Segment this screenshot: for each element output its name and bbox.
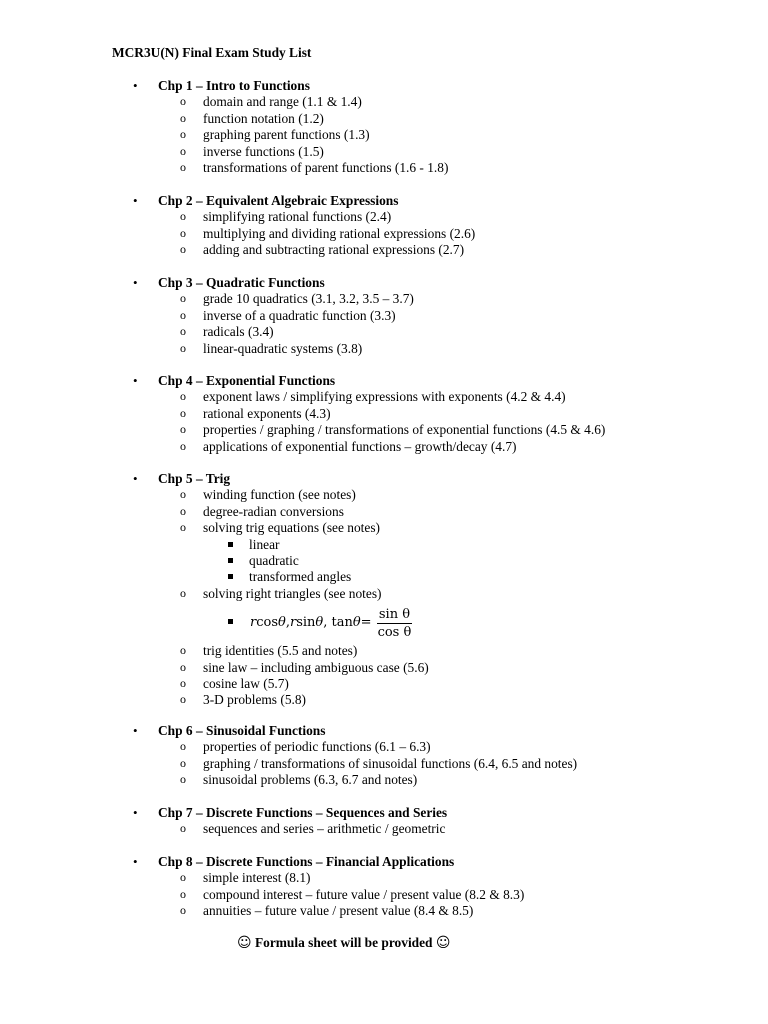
topic-item [0, 887, 768, 903]
topic-item [0, 439, 768, 455]
topic-text: degree-radian conversions [203, 503, 344, 519]
topic-text: compound interest – future value / present value (8.2 & 8.3) [203, 886, 525, 902]
circle-marker-icon: o [180, 585, 186, 600]
subtopic-item [0, 569, 768, 585]
chapter-heading [0, 193, 768, 209]
topic-item [0, 660, 768, 676]
circle-marker-icon: o [180, 159, 186, 174]
topic-text: transformations of parent functions (1.6 - 1.8) [203, 159, 449, 175]
topic-text: winding function (see notes) [203, 487, 356, 503]
circle-marker-icon: o [180, 422, 186, 437]
square-bullet-icon [228, 619, 233, 624]
circle-marker-icon: o [180, 692, 186, 707]
topic-text: inverse functions (1.5) [203, 143, 324, 159]
tan-fraction [376, 607, 414, 640]
topic-text: simple interest (8.1) [203, 870, 311, 886]
subtopic-item [0, 553, 768, 569]
circle-marker-icon: o [180, 209, 186, 224]
topic-text: properties / graphing / transformations of exponential functions (4.5 & 4.6) [203, 422, 606, 438]
topic-item [0, 756, 768, 772]
topic-text: linear-quadratic systems (3.8) [203, 340, 363, 356]
topic-item [0, 821, 768, 837]
chapter-title: Chp 7 – Discrete Functions – Sequences and Series [158, 805, 448, 820]
topic-item [0, 504, 768, 520]
chapter-title: Chp 3 – Quadratic Functions [158, 275, 325, 290]
circle-marker-icon: o [180, 405, 186, 420]
topic-item [0, 94, 768, 110]
circle-marker-icon: o [180, 389, 186, 404]
bullet-icon: • [133, 723, 138, 738]
trig-formula-item [0, 602, 768, 643]
chapter-title: Chp 8 – Discrete Functions – Financial Applications [158, 854, 455, 869]
topic-item [0, 242, 768, 258]
topic-text: inverse of a quadratic function (3.3) [203, 307, 396, 323]
subtopic-item [0, 537, 768, 553]
subtopic-text: quadratic [249, 552, 299, 568]
circle-marker-icon: o [180, 772, 186, 787]
chapter-8 [0, 854, 768, 920]
topic-item [0, 308, 768, 324]
chapter-4 [0, 373, 768, 455]
topic-text: function notation (1.2) [203, 110, 324, 126]
chapter-heading [0, 805, 768, 821]
chapter-heading [0, 275, 768, 291]
chapter-heading [0, 854, 768, 870]
chapter-title: Chp 5 – Trig [158, 471, 231, 486]
formula-equals: = [360, 614, 372, 630]
formula-theta: θ [352, 614, 361, 630]
bullet-icon: • [133, 373, 138, 388]
topic-item [0, 870, 768, 886]
topic-item [0, 586, 768, 602]
fraction-denominator: cos θ [377, 624, 412, 640]
topic-text: grade 10 quadratics (3.1, 3.2, 3.5 – 3.7) [203, 291, 414, 307]
chapter-heading [0, 373, 768, 389]
topic-item [0, 692, 768, 708]
topic-item [0, 324, 768, 340]
circle-marker-icon: o [180, 438, 186, 453]
topic-item [0, 422, 768, 438]
topic-item [0, 341, 768, 357]
topic-text: rational exponents (4.3) [203, 405, 331, 421]
chapter-title: Chp 4 – Exponential Functions [158, 373, 336, 388]
circle-marker-icon: o [180, 821, 186, 836]
bullet-icon: • [133, 193, 138, 208]
chapter-heading [0, 78, 768, 94]
topic-text: graphing / transformations of sinusoidal functions (6.4, 6.5 and notes) [203, 755, 578, 771]
square-bullet-icon [228, 542, 233, 547]
chapter-5 [0, 471, 768, 709]
topic-text: multiplying and dividing rational expressions (2.6) [203, 225, 476, 241]
formula-sheet-note [237, 935, 450, 951]
topic-text: adding and subtracting rational expressions (2.7) [203, 242, 465, 258]
circle-marker-icon: o [180, 340, 186, 355]
chapter-title: Chp 6 – Sinusoidal Functions [158, 723, 326, 738]
circle-marker-icon: o [180, 886, 186, 901]
circle-marker-icon: o [180, 755, 186, 770]
topic-item [0, 111, 768, 127]
circle-marker-icon: o [180, 307, 186, 322]
chapter-2 [0, 193, 768, 259]
topic-item [0, 903, 768, 919]
topic-text: sine law – including ambiguous case (5.6) [203, 659, 429, 675]
circle-marker-icon: o [180, 242, 186, 257]
fraction-numerator: sin θ [378, 606, 411, 622]
bullet-icon: • [133, 805, 138, 820]
circle-marker-icon: o [180, 520, 186, 535]
smiley-icon: ☺ [237, 935, 252, 951]
bullet-icon: • [133, 471, 138, 486]
topic-item [0, 389, 768, 405]
circle-marker-icon: o [180, 127, 186, 142]
chapter-3 [0, 275, 768, 357]
topic-text: solving trig equations (see notes) [203, 520, 381, 536]
circle-marker-icon: o [180, 487, 186, 502]
topic-text: sequences and series – arithmetic / geometric [203, 821, 446, 837]
square-bullet-icon [228, 574, 233, 579]
formula-tan: , tan [323, 614, 353, 630]
formula-sep: , [285, 614, 290, 630]
document-title: MCR3U(N) Final Exam Study List [112, 45, 312, 60]
chapter-heading [0, 723, 768, 739]
topic-item [0, 520, 768, 536]
topic-item [0, 487, 768, 503]
topic-item [0, 406, 768, 422]
topic-text: simplifying rational functions (2.4) [203, 209, 392, 225]
topic-text: exponent laws / simplifying expressions with exponents (4.2 & 4.4) [203, 389, 566, 405]
circle-marker-icon: o [180, 739, 186, 754]
chapter-1 [0, 78, 768, 176]
bullet-icon: • [133, 275, 138, 290]
topic-text: domain and range (1.1 & 1.4) [203, 94, 362, 110]
topic-item [0, 144, 768, 160]
smiley-icon: ☺ [435, 935, 451, 951]
topic-item [0, 209, 768, 225]
circle-marker-icon: o [180, 659, 186, 674]
chapter-title: Chp 2 – Equivalent Algebraic Expressions [158, 193, 399, 208]
formula-r: r [289, 614, 297, 630]
circle-marker-icon: o [180, 143, 186, 158]
subtopic-text: transformed angles [249, 569, 352, 585]
topic-text: applications of exponential functions – growth/decay (4.7) [203, 438, 517, 454]
topic-item [0, 160, 768, 176]
topic-item [0, 739, 768, 755]
topic-text: trig identities (5.5 and notes) [203, 643, 358, 659]
topic-item [0, 643, 768, 659]
formula-theta: θ [315, 614, 324, 630]
topic-item [0, 127, 768, 143]
circle-marker-icon: o [180, 503, 186, 518]
topic-text: properties of periodic functions (6.1 – 6.3) [203, 739, 431, 755]
chapter-title: Chp 1 – Intro to Functions [158, 78, 310, 93]
formula-sheet-note-text: Formula sheet will be provided [251, 935, 436, 950]
topic-text: 3-D problems (5.8) [203, 692, 307, 708]
circle-marker-icon: o [180, 291, 186, 306]
chapter-6 [0, 723, 768, 789]
chapter-heading [0, 471, 768, 487]
circle-marker-icon: o [180, 903, 186, 918]
circle-marker-icon: o [180, 643, 186, 658]
bullet-icon: • [133, 78, 138, 93]
circle-marker-icon: o [180, 225, 186, 240]
bullet-icon: • [133, 854, 138, 869]
topic-item [0, 772, 768, 788]
subtopic-text: linear [249, 536, 280, 552]
topic-text: graphing parent functions (1.3) [203, 127, 370, 143]
topic-text: solving right triangles (see notes) [203, 585, 382, 601]
topic-item [0, 291, 768, 307]
circle-marker-icon: o [180, 324, 186, 339]
topic-item [0, 676, 768, 692]
trig-ratio-formula [250, 605, 413, 641]
square-bullet-icon [228, 558, 233, 563]
circle-marker-icon: o [180, 675, 186, 690]
circle-marker-icon: o [180, 870, 186, 885]
circle-marker-icon: o [180, 110, 186, 125]
topic-item [0, 226, 768, 242]
formula-theta: θ [278, 614, 286, 630]
formula-r: r [250, 614, 257, 630]
chapter-7 [0, 805, 768, 838]
topic-text: sinusoidal problems (6.3, 6.7 and notes) [203, 772, 418, 788]
formula-cos: cos [256, 614, 278, 630]
topic-text: annuities – future value / present value (8.4 & 8.5) [203, 903, 474, 919]
formula-sin: sin [296, 614, 316, 630]
topic-text: cosine law (5.7) [203, 675, 289, 691]
topic-text: radicals (3.4) [203, 324, 274, 340]
circle-marker-icon: o [180, 94, 186, 109]
